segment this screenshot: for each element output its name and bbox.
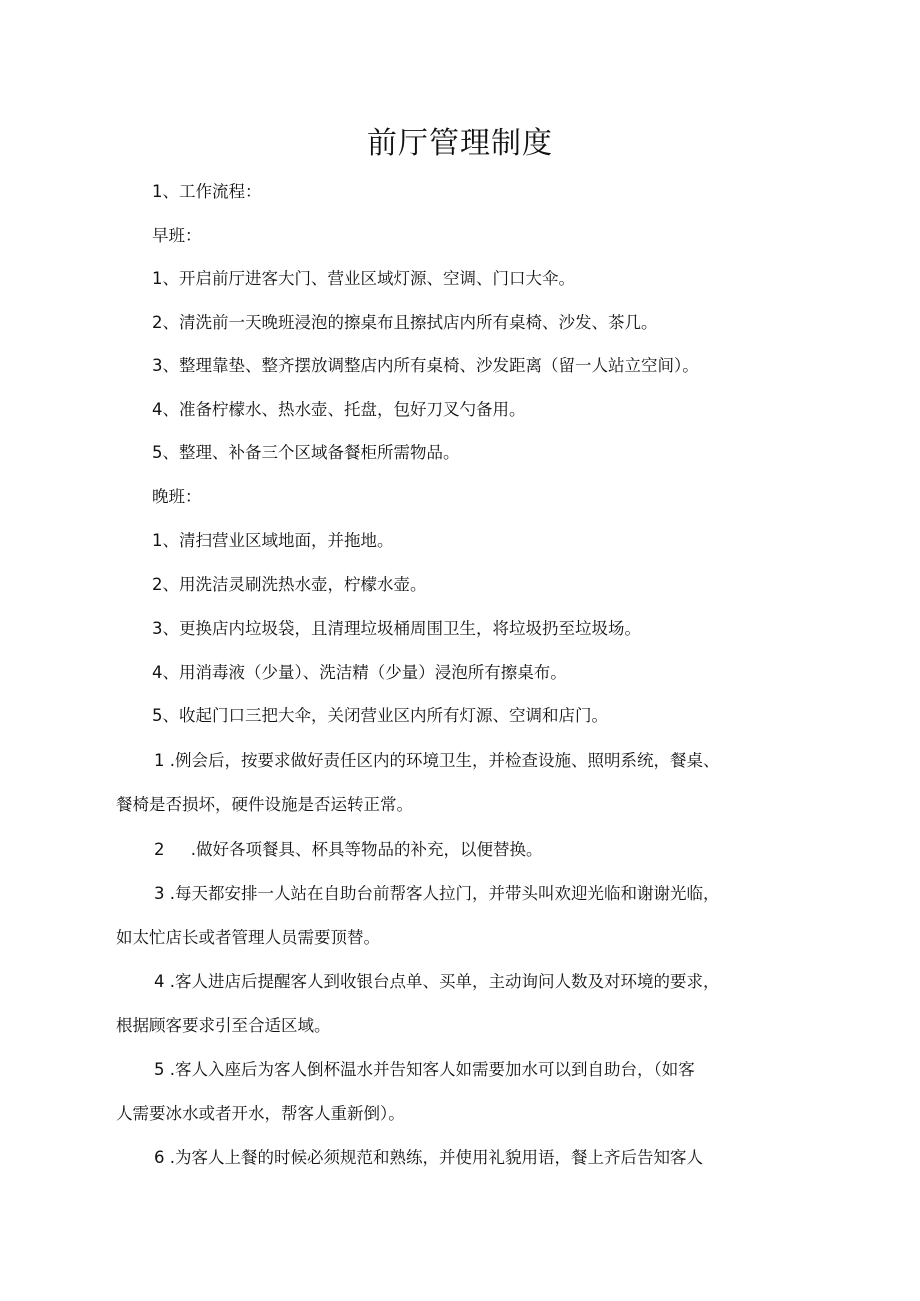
text-line: 5 .客人入座后为客人倒杯温水并告知客人如需要加水可以到自助台，（如客 [154, 1060, 695, 1079]
text-line: 如太忙店长或者管理人员需要顶替。 [116, 928, 380, 947]
text-line: 餐椅是否损坏，硬件设施是否运转正常。 [116, 795, 413, 814]
text-line: 1、开启前厅进客大门、营业区域灯源、空调、门口大伞。 [152, 269, 575, 288]
text-line: 2 .做好各项餐具、杯具等物品的补充，以便替换。 [154, 840, 543, 859]
text-line: 5、收起门口三把大伞，关闭营业区内所有灯源、空调和店门。 [152, 706, 608, 725]
text-line: 1、工作流程： [152, 182, 262, 201]
page-title: 前厅管理制度 [367, 126, 553, 161]
text-line: 1 .例会后，按要求做好责任区内的环境卫生，并检查设施、照明系统，餐桌、 [154, 751, 720, 770]
text-line: 3 .每天都安排一人站在自助台前帮客人拉门，并带头叫欢迎光临和谢谢光临， [154, 884, 720, 903]
text-line: 3、更换店内垃圾袋，且清理垃圾桶周围卫生，将垃圾扔至垃圾场。 [152, 619, 641, 638]
text-line: 人需要冰水或者开水，帮客人重新倒）。 [116, 1104, 405, 1123]
text-line: 早班： [152, 226, 202, 245]
text-line: 2、用洗洁灵刷洗热水壶，柠檬水壶。 [152, 575, 427, 594]
text-line: 3、整理靠垫、整齐摆放调整店内所有桌椅、沙发距离（留一人站立空间）。 [152, 356, 699, 375]
text-line: 根据顾客要求引至合适区域。 [116, 1016, 331, 1035]
text-line: 5、整理、补备三个区域备餐柜所需物品。 [152, 443, 460, 462]
text-line: 6 .为客人上餐的时候必须规范和熟练，并使用礼貌用语，餐上齐后告知客人 [154, 1148, 703, 1167]
text-line: 2、清洗前一天晚班浸泡的擦桌布且擦拭店内所有桌椅、沙发、茶几。 [152, 313, 658, 332]
text-line: 1、清扫营业区域地面，并拖地。 [152, 531, 394, 550]
text-line: 4、准备柠檬水、热水壶、托盘，包好刀叉勺备用。 [152, 400, 526, 419]
text-line: 4、用消毒液（少量）、洗洁精（少量）浸泡所有擦桌布。 [152, 663, 567, 682]
text-line: 4 .客人进店后提醒客人到收银台点单、买单，主动询问人数及对环境的要求， [154, 972, 720, 991]
text-line: 晚班： [152, 487, 202, 506]
